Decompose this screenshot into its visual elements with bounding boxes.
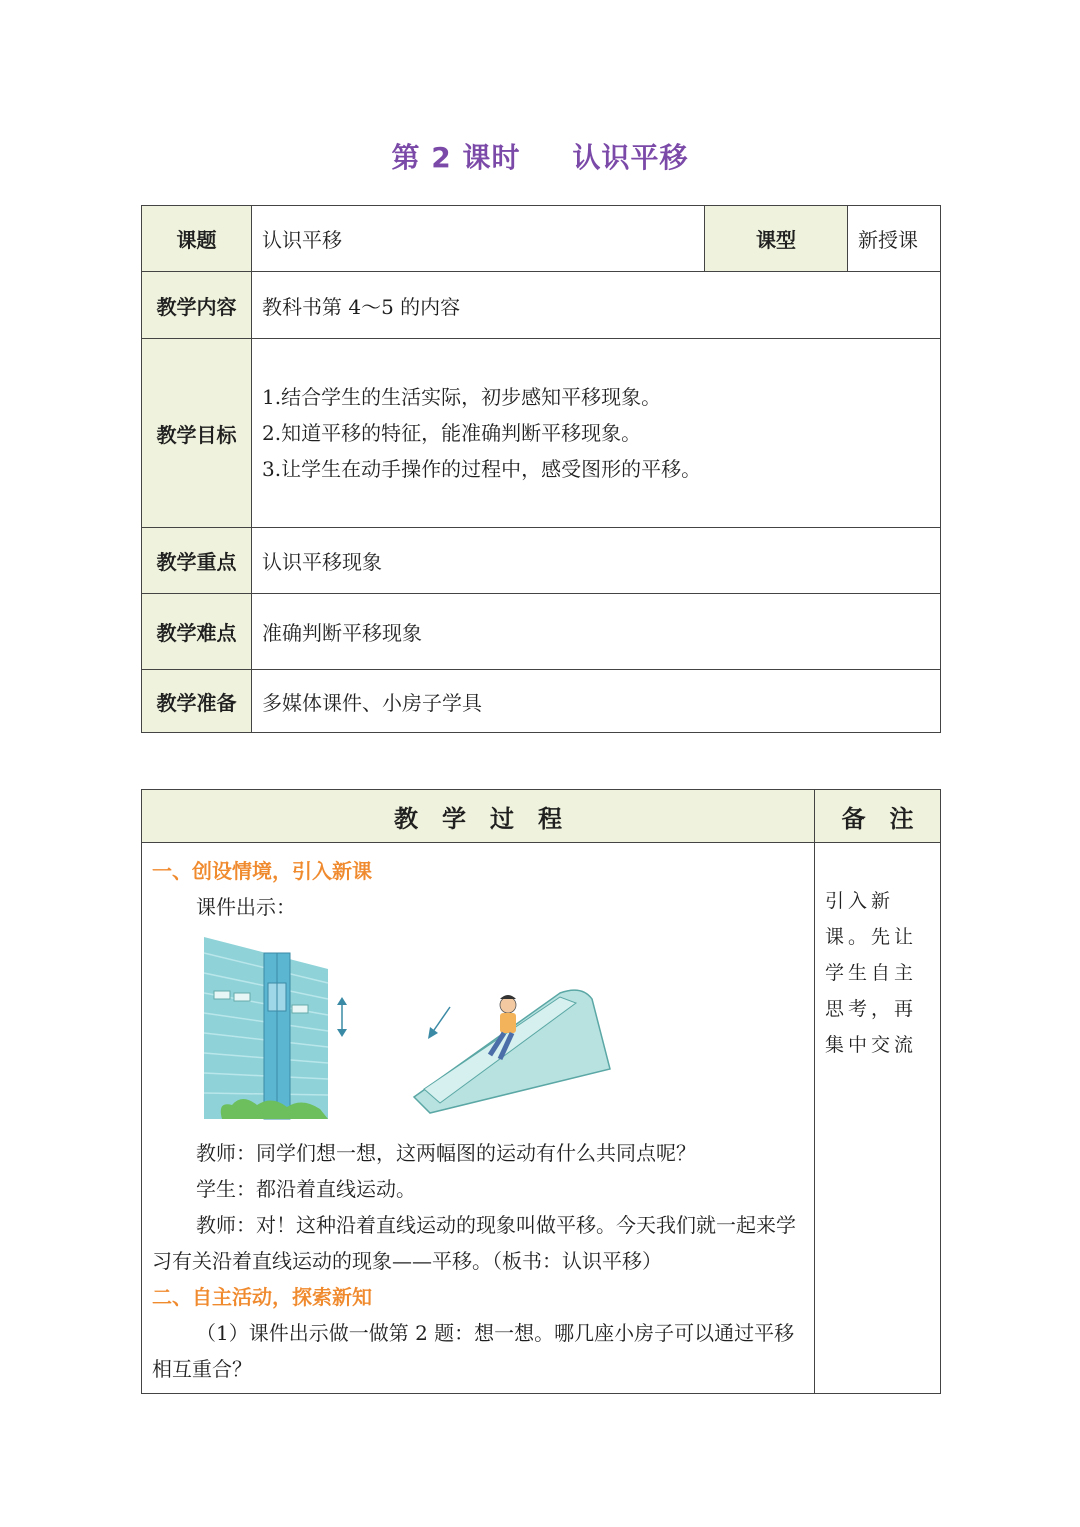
section-heading: 二、自主活动，探索新知	[152, 1285, 372, 1309]
table-row	[142, 339, 941, 528]
process-content	[142, 843, 815, 1394]
lesson-number: 第 2 课时	[391, 141, 521, 174]
process-column-header: 教 学 过 程	[142, 790, 815, 843]
table-row	[142, 843, 941, 1394]
goal-item: 2.知道平移的特征，能准确判断平移现象。	[262, 421, 642, 445]
table-row	[142, 206, 941, 272]
topic-label: 课题	[142, 206, 252, 272]
table-header-row	[142, 790, 941, 843]
elevator-building-image	[202, 933, 332, 1123]
table-row	[142, 594, 941, 670]
goals-list	[252, 339, 941, 528]
table-row	[142, 272, 941, 339]
teaching-process-table	[141, 789, 941, 1394]
difficulty-label: 教学难点	[142, 594, 252, 670]
difficulty-value: 准确判断平移现象	[252, 594, 941, 670]
key-point-label: 教学重点	[142, 528, 252, 594]
goals-label: 教学目标	[142, 339, 252, 528]
lesson-info-table	[141, 205, 941, 733]
courseware-images	[152, 933, 804, 1133]
slide-image	[410, 985, 620, 1115]
goal-item: 1.结合学生的生活实际，初步感知平移现象。	[262, 385, 662, 409]
page-title	[0, 136, 1080, 176]
preparation-label: 教学准备	[142, 670, 252, 733]
teacher-line-1: 教师：同学们想一想，这两幅图的运动有什么共同点呢？	[196, 1141, 696, 1165]
courseware-line: 课件出示：	[196, 895, 296, 919]
key-point-value: 认识平移现象	[252, 528, 941, 594]
content-label: 教学内容	[142, 272, 252, 339]
table-row	[142, 528, 941, 594]
table-row	[142, 670, 941, 733]
topic-value: 认识平移	[252, 206, 705, 272]
preparation-value: 多媒体课件、小房子学具	[252, 670, 941, 733]
type-value: 新授课	[848, 206, 941, 272]
remark-cell: 引入新课。先让学生自主思考，再集中交流	[815, 843, 941, 1394]
activity-line-1: （1）课件出示做一做第 2 题：想一想。哪几座小房子可以通过平移相互重合？	[152, 1321, 795, 1381]
vertical-arrow-icon	[335, 997, 349, 1037]
goal-item: 3.让学生在动手操作的过程中，感受图形的平移。	[262, 457, 702, 481]
student-line-1: 学生：都沿着直线运动。	[196, 1177, 416, 1201]
type-label: 课型	[705, 206, 848, 272]
content-value: 教科书第 4～5 的内容	[252, 272, 941, 339]
section-heading: 一、创设情境，引入新课	[152, 859, 372, 883]
lesson-name: 认识平移	[572, 141, 689, 174]
remark-column-header: 备 注	[815, 790, 941, 843]
teacher-line-2: 教师：对！这种沿着直线运动的现象叫做平移。今天我们就一起来学习有关沿着直线运动的现象——平移。（板书：认识平移）	[152, 1213, 796, 1273]
